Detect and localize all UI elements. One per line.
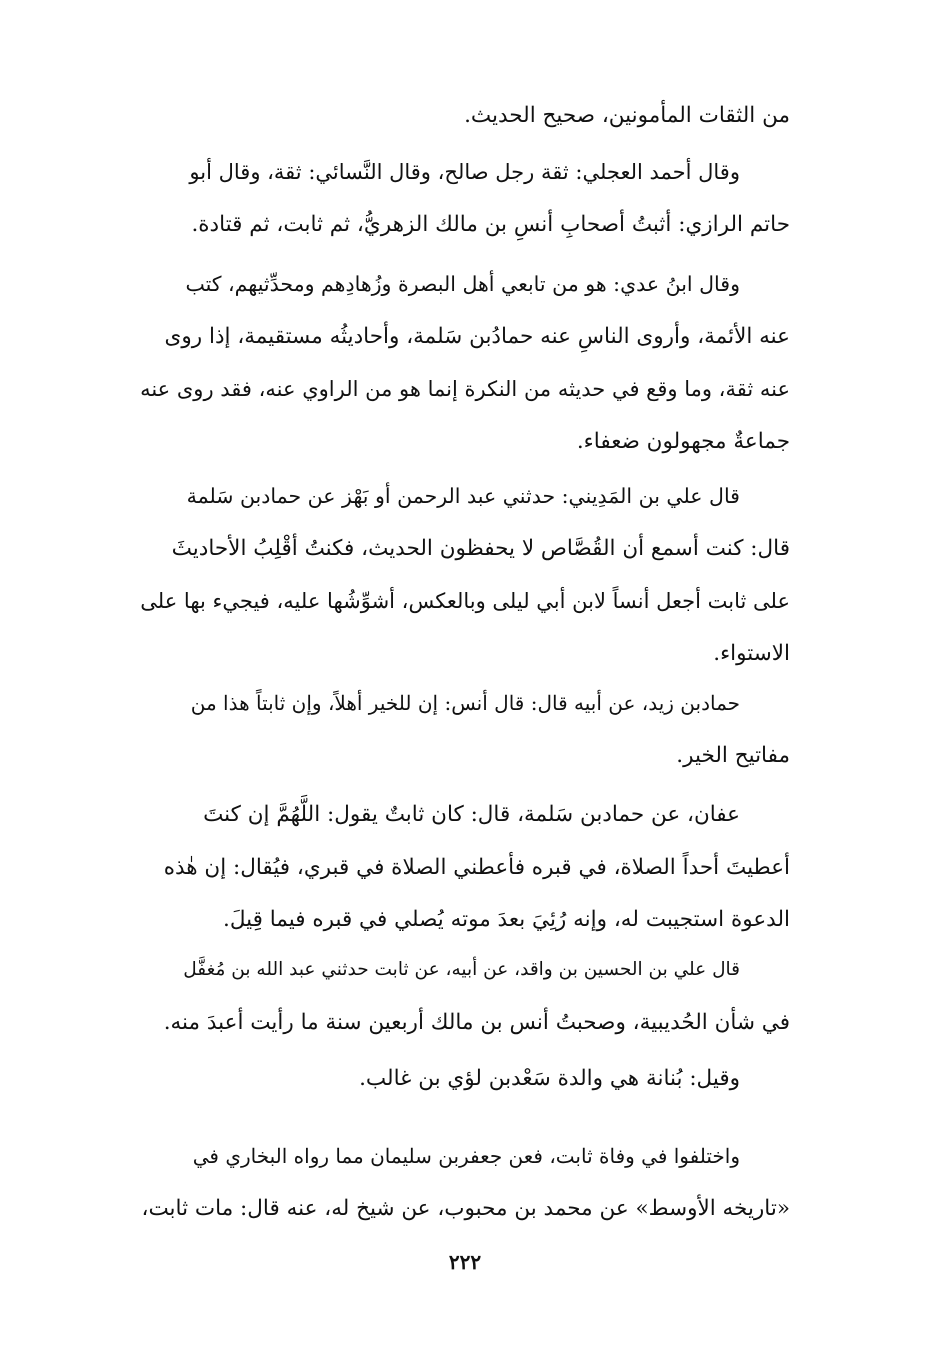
paragraph-affan bbox=[130, 789, 790, 947]
text-line: عنه الأئمة، وأروى الناسِ عنه حمادُبن سَلمة، وأحاديثُه مستقيمة، إذا روى bbox=[164, 323, 790, 349]
paragraph-ibn-madini bbox=[130, 470, 790, 680]
paragraph-hammad-ibn-zayd bbox=[130, 677, 790, 782]
paragraph-bunana bbox=[130, 1053, 790, 1106]
text-line: حاتم الرازي: أثبتُ أصحابِ أنسِ بن مالك الزهريُّ، ثم ثابت، ثم قتادة. bbox=[191, 211, 790, 237]
text-line: أعطيتَ أحداً الصلاة، في قبره فأعطني الصلاة في قبري، فيُقال: إن هٰذه bbox=[163, 854, 790, 880]
paragraph-death-of-thabit bbox=[130, 1130, 790, 1235]
text-line: قال علي بن المَدِيني: حدثني عبد الرحمن أو بَهْز عن حمادبن سَلمة bbox=[186, 484, 740, 508]
text-line: في شأن الحُديبية، وصحبتُ أنس بن مالك أربعين سنة ما رأيت أعبدَ منه. bbox=[163, 1009, 790, 1035]
text-line: حمادبن زيد، عن أبيه قال: قال أنس: إن للخير أهلاً، وإن ثابتاً هذا من bbox=[190, 691, 740, 715]
text-line: مفاتيح الخير. bbox=[676, 742, 790, 768]
text-line: قال علي بن الحسين بن واقد، عن أبيه، عن ثابت حدثني عبد الله بن مُغفَّل bbox=[183, 959, 740, 980]
text-line: جماعةٌ مجهولون ضعفاء. bbox=[576, 428, 790, 454]
text-line: عفان، عن حمادبن سَلمة، قال: كان ثابتٌ يقول: اللَّهُمَّ إن كنتَ bbox=[203, 802, 740, 827]
text-line: عنه ثقة، وما وقع في حديثه من النكرة إنما هو من الراوي عنه، فقد روى عنه bbox=[140, 377, 790, 401]
paragraph-continuation bbox=[130, 90, 790, 143]
text-line: وقال ابنُ عدي: هو من تابعي أهل البصرة وزُهادِهم ومحدِّثيهم، كتب bbox=[185, 272, 740, 296]
text-line: الدعوة استجيبت له، وإنه رُئِيَ بعدَ موته يُصلي في قبره فيما قِيلَ. bbox=[223, 907, 790, 932]
paragraph-ali-ibn-husayn bbox=[130, 944, 790, 1049]
text-line: على ثابت أجعل أنساً لابن أبي ليلى وبالعكس، أشوِّشُها عليه، فيجيء بها على bbox=[140, 589, 790, 613]
text-line: واختلفوا في وفاة ثابت، فعن جعفربن سليمان مما رواه البخاري في bbox=[192, 1144, 740, 1168]
paragraph-ijli bbox=[130, 146, 790, 251]
text-line: وقال أحمد العجلي: ثقة رجل صالح، وقال النَّسائي: ثقة، وقال أبو bbox=[189, 160, 740, 184]
text-line: الاستواء. bbox=[713, 640, 790, 666]
text-line: من الثقات المأمونين، صحيح الحديث. bbox=[464, 103, 790, 128]
text-line: «تاريخه الأوسط» عن محمد بن محبوب، عن شيخ له، عنه قال: مات ثابت، bbox=[141, 1195, 790, 1221]
text-line: قال: كنت أسمع أن القُصَّاص لا يحفظون الحديث، فكنتُ أقْلِبُ الأحاديثَ bbox=[171, 535, 790, 561]
text-line: وقيل: بُنانة هي والدة سَعْدبن لؤي بن غالب. bbox=[359, 1066, 740, 1091]
page-number: ٢٢٢ bbox=[448, 1250, 482, 1274]
paragraph-ibn-adi bbox=[130, 258, 790, 468]
